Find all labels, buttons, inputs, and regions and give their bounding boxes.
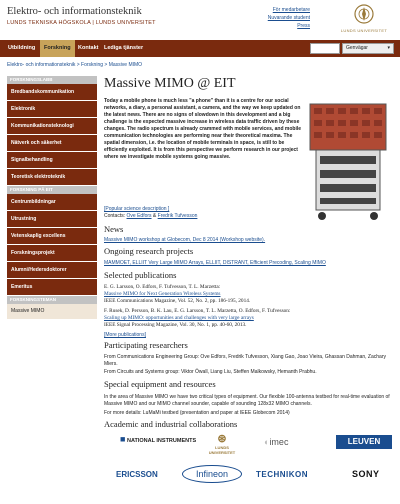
sidebar-item-emeritus[interactable]: Emeritus [7, 279, 97, 296]
sidebar [7, 76, 97, 319]
main-nav [0, 40, 400, 57]
news-item[interactable]: Massive MIMO workshop at Globecom, Dec 8 2014 (Workshop website). [104, 237, 266, 243]
sidebar-item-kommunikation[interactable]: Kommunikationsteknologi [7, 118, 97, 135]
logo-infineon[interactable]: Infineon [182, 465, 242, 483]
logo-leuven[interactable]: LEUVEN [336, 435, 392, 449]
logo-technikon[interactable]: TECHNIKON [256, 470, 309, 479]
sidebar-item-projekt[interactable]: Forskningsprojekt [7, 245, 97, 262]
publication-2 [104, 308, 392, 328]
contacts-separator: & [151, 213, 158, 219]
collab-heading: Academic and industrial collaborations [104, 419, 238, 429]
publication-1 [104, 284, 392, 304]
news-heading: News [104, 224, 124, 234]
logo-lund[interactable]: ⊛ LUNDS UNIVERSITET [202, 434, 242, 455]
sidebar-item-utrustning[interactable]: Utrustning [7, 211, 97, 228]
sidebar-item-natverk[interactable]: Nätverk och säkerhet [7, 135, 97, 152]
sidebar-item-signal[interactable]: Signalbehandling [7, 152, 97, 169]
researchers-heading: Participating researchers [104, 340, 188, 350]
publication-1-authors: E. G. Larsson, O. Edfors, F. Tufvesson, T. L. Marzetta: [104, 284, 221, 290]
equipment-heading: Special equipment and resources [104, 379, 216, 389]
ongoing-projects-links[interactable]: MAMMOET, ELLIIT Very Large MIMO Arrays, ELLIIT, DISTRANT, Efficient Precoding, Scaling MIMO [104, 260, 326, 266]
researchers-circuits: From Circuits and Systems group: Viktor Öwall, Liang Liu, Steffen Malkowsky, Hemanth Prabhu. [104, 369, 317, 375]
logo-national-instruments[interactable]: ■ NATIONAL INSTRUMENTS [120, 434, 197, 444]
sidebar-item-alumni[interactable]: Alumni/Hedersdoktorer [7, 262, 97, 279]
publication-2-venue: IEEE Signal Processing Magazine, Vol. 30, No. 1, pp. 40-60, 2013. [104, 321, 247, 328]
search-input[interactable] [310, 43, 340, 54]
sidebar-section-themes: FORSKNINGSTEMAN [7, 296, 97, 304]
logo-sony[interactable]: SONY [352, 469, 380, 479]
page-title: Massive MIMO @ EIT [104, 76, 236, 91]
contacts-label: Contacts: [104, 213, 126, 219]
logo-imec[interactable]: ◐imec [264, 437, 289, 447]
nav-kontakt[interactable]: Kontakt [78, 45, 99, 51]
publication-2-title[interactable]: Scaling up MIMO: opportunities and challenges with very large arrays [104, 314, 254, 321]
university-logo[interactable] [334, 3, 394, 33]
top-link-press[interactable]: Press [297, 23, 310, 29]
publication-2-authors: F. Rusek, D. Persson, B. K. Lau, E. G. Larsson, T. L. Marzetta, O. Edfors, F. Tufvesson: [104, 308, 291, 314]
site-subtitle[interactable]: LUNDS TEKNISKA HÖGSKOLA | LUNDS UNIVERSITET [7, 20, 156, 26]
breadcrumb[interactable]: Elektro- och informationsteknik > Forskning > Massive MIMO [7, 62, 143, 68]
more-publications-link[interactable]: [More publications] [104, 332, 146, 338]
sidebar-item-centrum[interactable]: Centrumbildningar [7, 194, 97, 211]
publication-1-title[interactable]: Massive MIMO for Next Generation Wireless Systems [104, 290, 221, 297]
shortcuts-label: Genvägar [346, 45, 368, 51]
equipment-text: In the area of Massive MIMO we have two critical types of equipment. Our flexible 100-antenna testbed for real-time evaluation of Massive MIMO and our MIMO channel sounder, capable of sounding 128x32 MIMO channels. [104, 394, 390, 407]
national-instruments-icon: ■ [120, 434, 126, 444]
publication-1-venue: IEEE Communications Magazine, Vol. 52, No. 2, pp. 186-195, 2014. [104, 297, 251, 304]
chevron-down-icon: ▾ [387, 45, 390, 51]
top-link-staff[interactable]: För medarbetare [272, 7, 310, 13]
testbed-photo [306, 98, 390, 224]
contact-ove-edfors[interactable]: Ove Edfors [126, 213, 152, 219]
nav-forskning[interactable]: Forskning [40, 40, 75, 57]
top-link-students[interactable]: Nuvarande student [267, 15, 310, 21]
logo-ericsson[interactable]: ERICSSON [116, 470, 158, 479]
contact-fredrik-tufvesson[interactable]: Fredrik Tufvesson [157, 213, 198, 219]
contacts [104, 213, 197, 219]
sidebar-item-elektronik[interactable]: Elektronik [7, 101, 97, 118]
equipment-details: For more details: LuMaMi testbed (presentation and paper at IEEE Globecom 2014) [104, 410, 290, 416]
shortcuts-dropdown[interactable] [342, 43, 394, 54]
lund-seal-icon: ⊛ [217, 433, 227, 445]
publications-heading: Selected publications [104, 270, 177, 280]
sidebar-item-bredband[interactable]: Bredbandskommunikation [7, 84, 97, 101]
sidebar-section-labs: FORSKNINGSLABB [7, 76, 97, 84]
researchers-comm: From Communications Engineering Group: Ove Edfors, Fredrik Tufvesson, Xiang Gao, Joao Vieira, Ghassan Dahman, Zachary Miers. [104, 354, 386, 367]
partner-logos [104, 432, 394, 504]
sidebar-item-teoretisk[interactable]: Teoretisk elektroteknik [7, 169, 97, 186]
intro-text: Today a mobile phone is much less "a phone" than it is a centre for our social networks, a diary, a personal assistant, a camera, and the way we keep updated on the latest news. There are no signs of slowdown in this development and a big challenge is the expected massive increase in wireless data traffic driven by these changes. The radio spectrum is already crammed with mobile services, and mobile communication technologies are performing near their theoretical maxima. The spatial dimension, i.e. the location of mobile terminals in space, is still to be efficiently exploited. It is from this perspective we perform research in our project where we investigate mobile systems going massive. [104, 98, 302, 160]
nav-utbildning[interactable]: Utbildning [8, 45, 36, 51]
logo-text: LUNDS UNIVERSITET [340, 28, 388, 33]
top-links [268, 6, 310, 30]
sidebar-item-excellens[interactable]: Vetenskaplig excellens [7, 228, 97, 245]
nav-lediga-tjanster[interactable]: Lediga tjänster [104, 45, 144, 51]
university-seal-icon [354, 3, 374, 25]
sidebar-item-massive-mimo[interactable]: Massive MIMO [7, 304, 97, 319]
imec-icon: ◐ [264, 437, 270, 447]
popular-science-link[interactable]: [Popular science description ] [104, 206, 170, 212]
site-title[interactable]: Elektro- och informationsteknik [7, 6, 142, 17]
site-header [0, 0, 400, 40]
sidebar-section-research: FORSKNING PÅ EIT [7, 186, 97, 194]
ongoing-heading: Ongoing research projects [104, 246, 194, 256]
main-content [104, 76, 392, 429]
